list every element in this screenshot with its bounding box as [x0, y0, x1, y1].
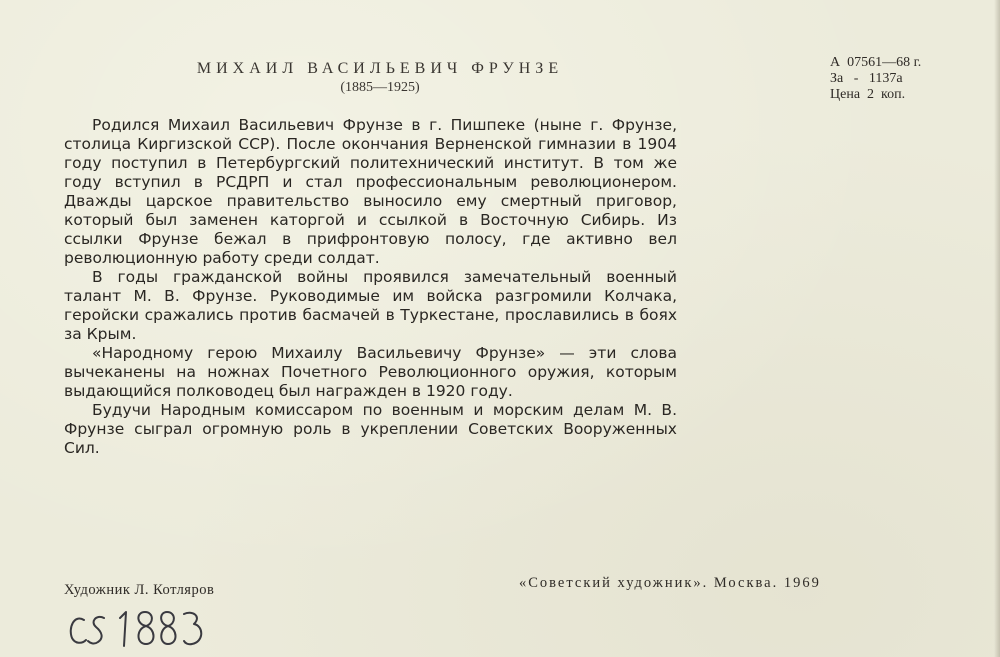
paragraph-1: Родился Михаил Васильевич Фрунзе в г. Пишпеке (ныне г. Фрунзе, столица Киргизской ССР). После окончания Верненской гимназии в 1904 году поступил в Петербургский политехнический институт. В том же году вступил в РСДРП и стал профессиональным революционером. Дважды царское правительство выносило ему смертный приговор, который был заменен каторгой и ссылкой в Восточную Сибирь. Из ссылки Фрунзе бежал в прифронтовую полосу, где активно вел революционную работу среди солдат.: [64, 116, 677, 267]
catalog-number: А 07561—68 г.: [830, 55, 922, 70]
handwritten-archive-mark: [66, 604, 206, 650]
publisher-credit: «Советский художник». Москва. 1969: [519, 575, 821, 591]
biography-text: [64, 116, 677, 458]
life-years: (1885—1925): [340, 80, 420, 95]
paragraph-3: «Народному герою Михаилу Васильевичу Фрунзе» — эти слова вычеканены на ножнах Почетного Революционного оружия, которым выдающийся полководец был награжден в 1920 году.: [64, 344, 677, 400]
print-metadata: [830, 55, 921, 103]
card-edge-shadow: [994, 0, 1000, 657]
artist-credit: Художник Л. Котляров: [64, 582, 215, 598]
paragraph-2: В годы гражданской войны проявился замечательный военный талант М. В. Фрунзе. Руководимые им войска разгромили Колчака, геройски сражались против басмачей в Туркестане, прославились в боях за Крым.: [64, 268, 677, 343]
page-title: МИХАИЛ ВАСИЛЬЕВИЧ ФРУНЗЕ: [196, 60, 564, 77]
paragraph-4: Будучи Народным комиссаром по военным и морским делам М. В. Фрунзе сыграл огромную роль в укреплении Советских Вооруженных Сил.: [64, 401, 677, 457]
price: Цена 2 коп.: [830, 87, 906, 102]
order-number: За - 1137а: [830, 71, 903, 86]
